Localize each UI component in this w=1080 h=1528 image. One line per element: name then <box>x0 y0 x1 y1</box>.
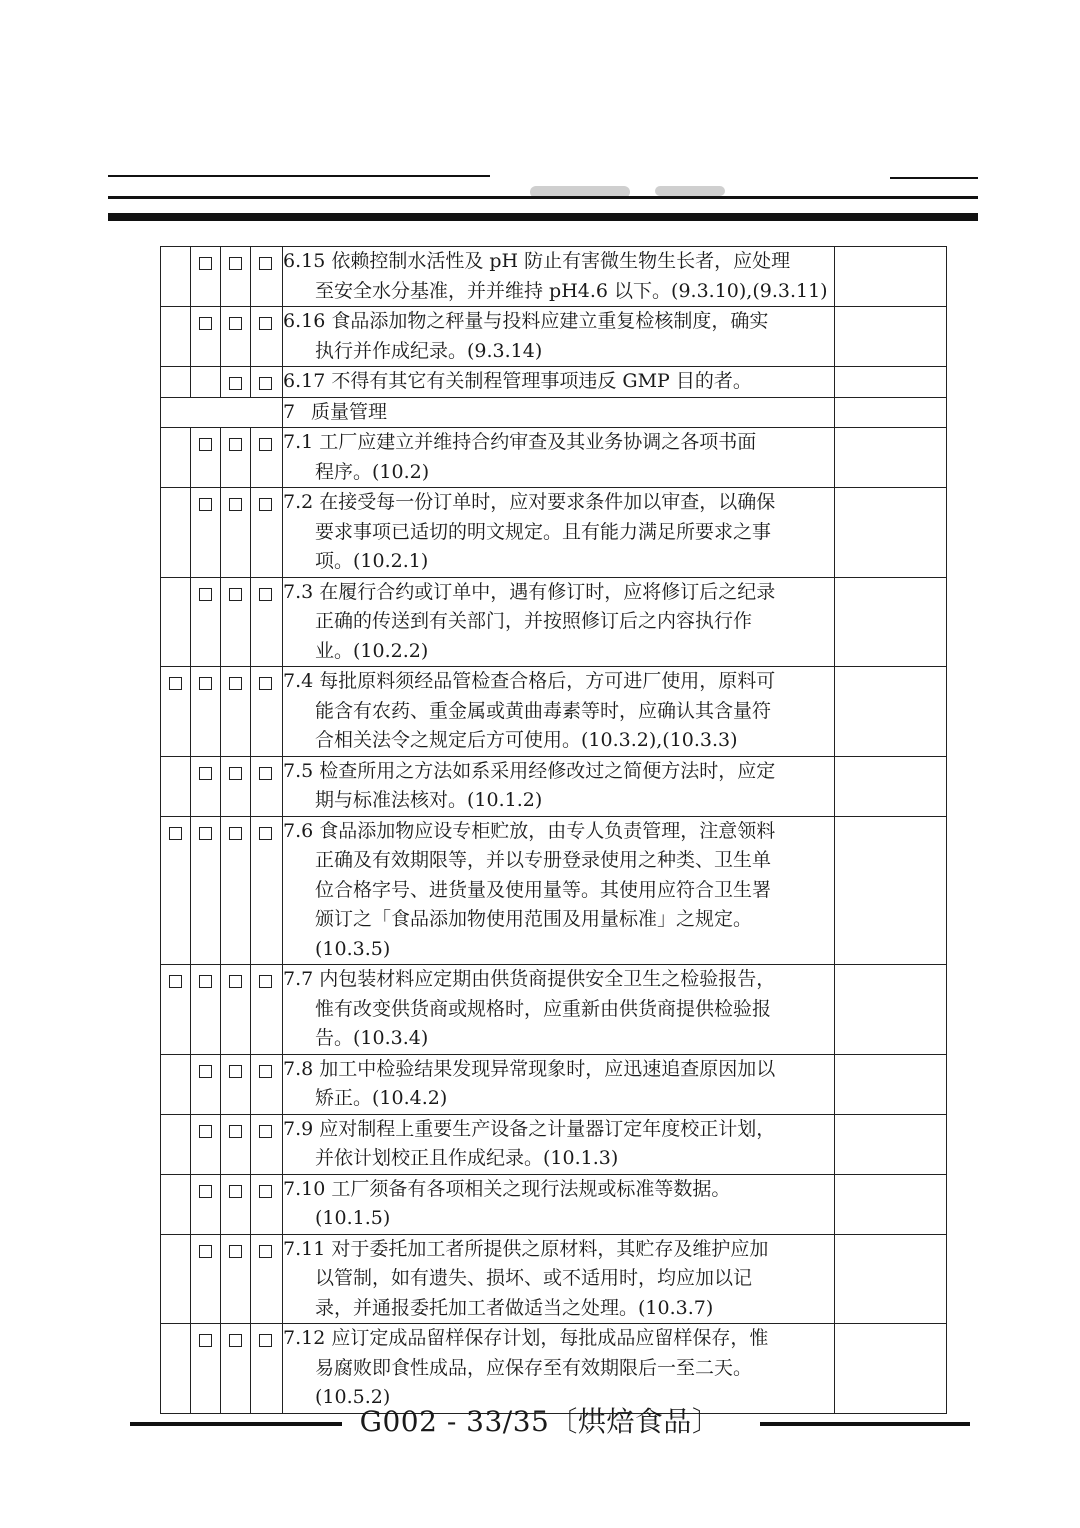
checklist-row <box>161 247 947 307</box>
item-number: 7.7 <box>283 968 314 990</box>
item-continuation-line: 至安全水分基准，并并维持 pH4.6 以下。(9.3.10),(9.3.11) <box>315 279 828 302</box>
item-first-line <box>283 817 834 847</box>
checkbox[interactable] <box>229 677 242 690</box>
item-text: 每批原料须经品管检查合格后，方可进厂使用，原料可 <box>319 670 776 692</box>
checkbox[interactable] <box>199 438 212 451</box>
item-text: 不得有其它有关制程管理事项违反 GMP 目的者。 <box>331 370 752 392</box>
item-number: 7.9 <box>283 1117 314 1140</box>
rating-cell <box>251 756 283 816</box>
remarks-cell <box>835 307 947 367</box>
checkbox[interactable] <box>199 317 212 330</box>
checkbox[interactable] <box>259 1185 272 1198</box>
item-first-line <box>283 307 834 337</box>
checklist-row <box>161 577 947 667</box>
header-rule-top-right <box>890 177 978 179</box>
checkbox[interactable] <box>259 438 272 451</box>
item-text-cell <box>283 1174 835 1234</box>
checkbox[interactable] <box>229 827 242 840</box>
rating-cell <box>191 1114 221 1174</box>
checklist-table <box>160 246 947 1414</box>
rating-cell <box>221 1054 251 1114</box>
checkbox[interactable] <box>259 677 272 690</box>
item-number: 7.12 <box>283 1327 326 1349</box>
item-first-line <box>283 1055 834 1085</box>
rating-cell <box>161 756 191 816</box>
rating-cell <box>251 667 283 757</box>
checkbox[interactable] <box>259 1065 272 1078</box>
remarks-cell <box>835 247 947 307</box>
rating-cell <box>191 428 221 488</box>
checklist-row <box>161 816 947 965</box>
remarks-cell <box>835 756 947 816</box>
rating-cell <box>221 667 251 757</box>
remarks-cell <box>835 667 947 757</box>
rating-cell <box>161 488 191 578</box>
rating-cell <box>191 577 221 667</box>
item-number: 7.3 <box>283 580 314 603</box>
checkbox[interactable] <box>259 257 272 270</box>
checkbox[interactable] <box>259 588 272 601</box>
rating-cell <box>191 247 221 307</box>
item-text: 在接受每一份订单时，应对要求条件加以审查，以确保 <box>319 491 776 513</box>
item-continuation-line: 要求事项已适切的明文规定。且有能力满足所要求之事 <box>315 520 772 543</box>
item-first-line <box>283 965 834 995</box>
checkbox[interactable] <box>229 498 242 511</box>
checkbox[interactable] <box>199 677 212 690</box>
rating-cell <box>221 816 251 965</box>
item-text-cell <box>283 577 835 667</box>
checkbox[interactable] <box>199 257 212 270</box>
rating-cell <box>221 488 251 578</box>
remarks-cell <box>835 367 947 398</box>
checklist-row <box>161 307 947 367</box>
item-number: 7.1 <box>283 431 314 453</box>
rating-cell <box>251 1114 283 1174</box>
rating-cell <box>221 1114 251 1174</box>
checkbox[interactable] <box>259 767 272 780</box>
item-number: 7.8 <box>283 1057 314 1080</box>
checkbox[interactable] <box>259 498 272 511</box>
item-number: 7.4 <box>283 670 314 692</box>
checkbox[interactable] <box>199 975 212 988</box>
checkbox[interactable] <box>229 767 242 780</box>
checkbox[interactable] <box>259 1125 272 1138</box>
rating-cell <box>161 965 191 1055</box>
rating-cell <box>161 667 191 757</box>
checkbox[interactable] <box>229 588 242 601</box>
rating-cell <box>161 367 191 398</box>
item-number: 6.15 <box>283 250 326 272</box>
item-continuation-line: 程序。(10.2) <box>315 460 430 483</box>
item-first-line <box>283 367 834 397</box>
rating-cell <box>191 367 221 398</box>
rating-cell <box>191 816 221 965</box>
checkbox[interactable] <box>169 975 182 988</box>
checkbox[interactable] <box>199 588 212 601</box>
item-continuation-line: 矫正。(10.4.2) <box>315 1087 448 1109</box>
item-text-cell <box>283 307 835 367</box>
checkbox[interactable] <box>169 827 182 840</box>
item-number: 7.2 <box>283 491 314 513</box>
remarks-cell <box>835 965 947 1055</box>
rating-cell <box>251 1234 283 1324</box>
item-number: 7.5 <box>283 759 314 782</box>
item-text: 食品添加物之秤量与投料应建立重复检核制度，确实 <box>331 310 769 332</box>
rating-cell <box>161 816 191 965</box>
rating-cell <box>221 307 251 367</box>
checkbox[interactable] <box>229 317 242 330</box>
item-continuation-line: 能含有农药、重金属或黄曲毒素等时，应确认其含量符 <box>315 699 772 722</box>
item-continuation-line: (10.3.5) <box>315 937 391 960</box>
checklist-row <box>161 756 947 816</box>
section-blank-cell <box>161 397 283 428</box>
item-continuation-line: 位合格字号、进货量及使用量等。其使用应符合卫生署 <box>315 878 772 901</box>
section-row <box>161 397 947 428</box>
header-rule-thin <box>108 196 978 199</box>
checkbox[interactable] <box>169 677 182 690</box>
item-continuation-line: 颁订之「食品添加物使用范围及用量标准」之规定。 <box>315 908 753 930</box>
checkbox[interactable] <box>259 1245 272 1258</box>
rating-cell <box>161 428 191 488</box>
item-text-cell <box>283 965 835 1055</box>
checkbox[interactable] <box>229 975 242 988</box>
item-text-cell <box>283 247 835 307</box>
rating-cell <box>221 1234 251 1324</box>
rating-cell <box>251 488 283 578</box>
rating-cell <box>161 1114 191 1174</box>
rating-cell <box>191 307 221 367</box>
item-text-cell <box>283 1114 835 1174</box>
section-heading <box>283 397 835 428</box>
checkbox[interactable] <box>259 1334 272 1347</box>
item-continuation-line: 告。(10.3.4) <box>315 1027 429 1049</box>
item-continuation-line: 期与标准法核对。(10.1.2) <box>315 789 543 811</box>
remarks-cell <box>835 577 947 667</box>
item-text: 工厂须备有各项相关之现行法规或标准等数据。 <box>331 1177 731 1200</box>
checkbox[interactable] <box>229 1065 242 1078</box>
item-first-line <box>283 428 834 458</box>
checkbox[interactable] <box>199 1125 212 1138</box>
checkbox[interactable] <box>259 377 272 390</box>
item-continuation-line: 项。(10.2.1) <box>315 550 429 572</box>
rating-cell <box>191 965 221 1055</box>
item-continuation-line: 易腐败即食性成品，应保存至有效期限后一至二天。 <box>315 1356 753 1379</box>
item-continuation-line: 录，并通报委托加工者做适当之处理。(10.3.7) <box>315 1296 714 1319</box>
item-number: 6.17 <box>283 370 326 392</box>
header-rule-top-left <box>108 175 490 177</box>
rating-cell <box>221 756 251 816</box>
rating-cell <box>251 247 283 307</box>
section-number: 7 <box>283 400 296 423</box>
item-first-line <box>283 1115 834 1145</box>
checklist-row <box>161 667 947 757</box>
item-text: 在履行合约或订单中，遇有修订时，应将修订后之纪录 <box>319 580 776 603</box>
item-text: 应对制程上重要生产设备之计量器订定年度校正计划， <box>319 1117 776 1140</box>
checkbox[interactable] <box>199 827 212 840</box>
item-text: 应订定成品留样保存计划，每批成品应留样保存，惟 <box>331 1327 769 1349</box>
rating-cell <box>161 577 191 667</box>
checkbox[interactable] <box>229 1185 242 1198</box>
checklist-row <box>161 1114 947 1174</box>
item-number: 7.10 <box>283 1177 326 1200</box>
remarks-cell <box>835 488 947 578</box>
item-continuation-line: 并依计划校正且作成纪录。(10.1.3) <box>315 1147 619 1169</box>
rating-cell <box>251 428 283 488</box>
rating-cell <box>191 488 221 578</box>
checkbox[interactable] <box>199 1185 212 1198</box>
checkbox[interactable] <box>199 1245 212 1258</box>
checklist-row <box>161 1174 947 1234</box>
item-first-line <box>283 578 834 608</box>
item-first-line <box>283 757 834 787</box>
checkbox[interactable] <box>259 827 272 840</box>
remarks-cell <box>835 397 947 428</box>
rating-cell <box>251 307 283 367</box>
remarks-cell <box>835 1114 947 1174</box>
checkbox[interactable] <box>229 438 242 451</box>
checklist-row <box>161 965 947 1055</box>
remarks-cell <box>835 428 947 488</box>
scan-smudge <box>655 186 725 196</box>
item-text: 检查所用之方法如系采用经修改过之简便方法时，应定 <box>319 759 776 782</box>
rating-cell <box>221 367 251 398</box>
item-continuation-line: 惟有改变供货商或规格时，应重新由供货商提供检验报 <box>315 997 772 1020</box>
checkbox[interactable] <box>199 767 212 780</box>
item-text-cell <box>283 667 835 757</box>
item-text-cell <box>283 816 835 965</box>
rating-cell <box>191 667 221 757</box>
item-text: 食品添加物应设专柜贮放，由专人负责管理，注意领料 <box>319 819 776 842</box>
rating-cell <box>251 1054 283 1114</box>
rating-cell <box>251 816 283 965</box>
item-text-cell <box>283 1234 835 1324</box>
checkbox[interactable] <box>259 975 272 988</box>
rating-cell <box>191 756 221 816</box>
item-first-line <box>283 247 834 277</box>
item-text-cell <box>283 1054 835 1114</box>
remarks-cell <box>835 1234 947 1324</box>
rating-cell <box>161 307 191 367</box>
item-first-line <box>283 488 834 518</box>
checkbox[interactable] <box>229 1125 242 1138</box>
item-continuation-line: 以管制，如有遗失、损坏、或不适用时，均应加以记 <box>315 1267 753 1289</box>
item-text: 依赖控制水活性及 pH 防止有害微生物生长者，应处理 <box>331 250 791 272</box>
item-first-line <box>283 1235 834 1265</box>
item-text-cell <box>283 367 835 398</box>
item-continuation-line: 合相关法令之规定后方可使用。(10.3.2),(10.3.3) <box>315 729 738 751</box>
rating-cell <box>251 367 283 398</box>
rating-cell <box>221 247 251 307</box>
rating-cell <box>221 1174 251 1234</box>
checkbox[interactable] <box>199 1065 212 1078</box>
item-text: 工厂应建立并维持合约审查及其业务协调之各项书面 <box>319 431 757 453</box>
rating-cell <box>161 247 191 307</box>
item-text: 对于委托加工者所提供之原材料，其贮存及维护应加 <box>331 1237 769 1260</box>
checkbox[interactable] <box>229 1334 242 1347</box>
item-continuation-line: 正确的传送到有关部门，并按照修订后之内容执行作 <box>315 610 753 632</box>
checkbox[interactable] <box>199 1334 212 1347</box>
remarks-cell <box>835 1174 947 1234</box>
checklist-row <box>161 367 947 398</box>
checklist-row <box>161 1234 947 1324</box>
header-rule-thick <box>108 213 978 221</box>
item-text-cell <box>283 756 835 816</box>
item-number: 6.16 <box>283 310 326 332</box>
rating-cell <box>191 1234 221 1324</box>
checkbox[interactable] <box>229 257 242 270</box>
checkbox[interactable] <box>259 317 272 330</box>
item-continuation-line: 执行并作成纪录。(9.3.14) <box>315 339 543 362</box>
rating-cell <box>221 965 251 1055</box>
item-first-line <box>283 667 834 697</box>
checklist-row <box>161 488 947 578</box>
checkbox[interactable] <box>229 377 242 390</box>
checklist-row <box>161 1054 947 1114</box>
rating-cell <box>161 1054 191 1114</box>
item-text-cell <box>283 488 835 578</box>
rating-cell <box>161 1234 191 1324</box>
remarks-cell <box>835 816 947 965</box>
item-text-cell <box>283 428 835 488</box>
item-text: 内包装材料应定期由供货商提供安全卫生之检验报告， <box>319 968 776 990</box>
item-first-line <box>283 1175 834 1205</box>
rating-cell <box>191 1174 221 1234</box>
checkbox[interactable] <box>199 498 212 511</box>
item-number: 7.6 <box>283 819 314 842</box>
item-continuation-line: (10.5.2) <box>315 1386 391 1408</box>
item-continuation-line: (10.1.5) <box>315 1207 391 1229</box>
item-continuation-line: 业。(10.2.2) <box>315 639 429 662</box>
item-number: 7.11 <box>283 1237 326 1260</box>
page-footer: G002 - 33/35〔烘焙食品〕 <box>359 1405 721 1438</box>
rating-cell <box>251 577 283 667</box>
section-title: 质量管理 <box>311 400 388 423</box>
rating-cell <box>251 965 283 1055</box>
rating-cell <box>191 1054 221 1114</box>
rating-cell <box>221 428 251 488</box>
item-first-line <box>283 1324 834 1354</box>
rating-cell <box>161 1174 191 1234</box>
checklist-row <box>161 428 947 488</box>
checkbox[interactable] <box>229 1245 242 1258</box>
item-text: 加工中检验结果发现异常现象时，应迅速追查原因加以 <box>319 1057 776 1080</box>
item-continuation-line: 正确及有效期限等，并以专册登录使用之种类、卫生单 <box>315 849 772 871</box>
rating-cell <box>251 1174 283 1234</box>
rating-cell <box>221 577 251 667</box>
remarks-cell <box>835 1054 947 1114</box>
